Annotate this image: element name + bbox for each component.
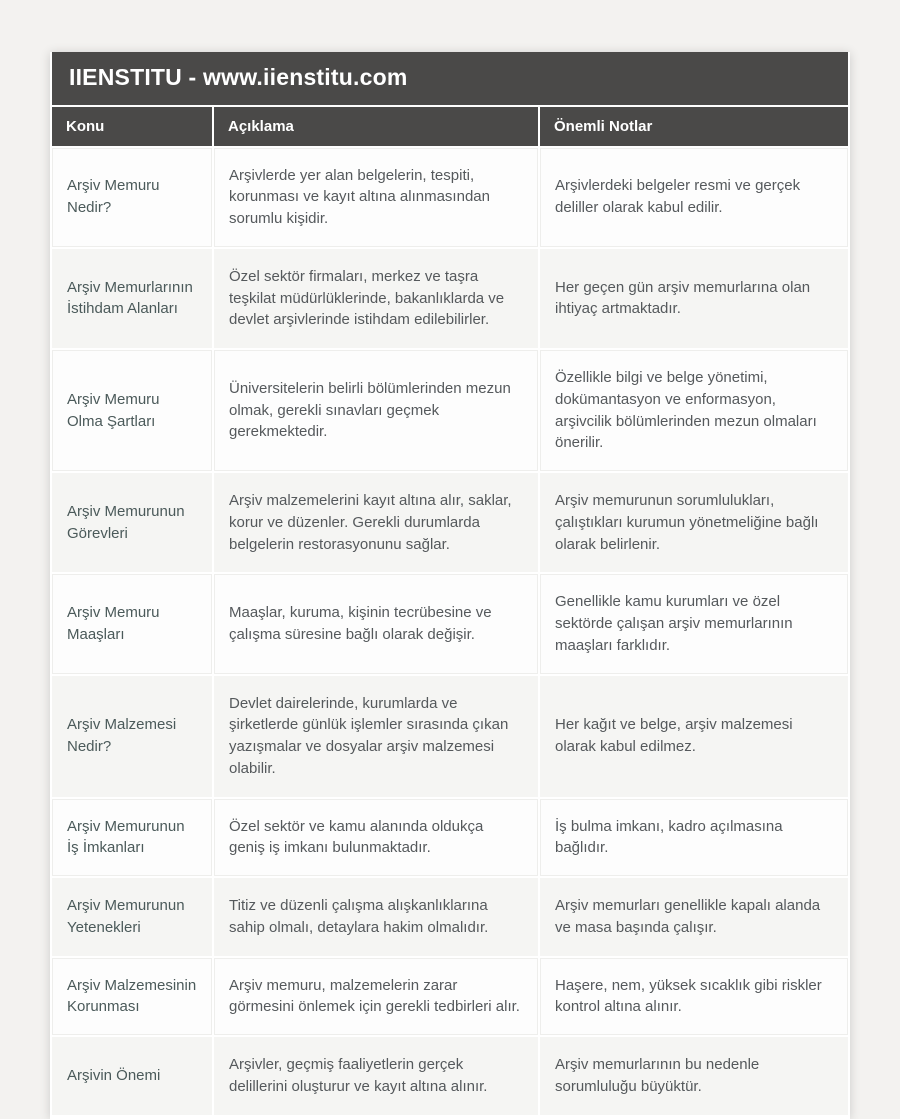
cell-notlar: Arşiv memurları genellikle kapalı alanda ve masa başında çalışır. — [540, 878, 848, 956]
cell-notlar: Genellikle kamu kurumları ve özel sektörde çalışan arşiv memurlarının maaşları farklıdır. — [540, 574, 848, 673]
cell-aciklama: Arşiv malzemelerini kayıt altına alır, saklar, korur ve düzenler. Gerekli durumlarda belgelerin restorasyonunu sağlar. — [214, 473, 538, 572]
cell-notlar: Arşivlerdeki belgeler resmi ve gerçek deliller olarak kabul edilir. — [540, 148, 848, 247]
table-row — [52, 574, 848, 673]
table-row — [52, 148, 848, 247]
column-header-onemli-notlar: Önemli Notlar — [540, 107, 848, 146]
cell-aciklama: Özel sektör firmaları, merkez ve taşra teşkilat müdürlüklerinde, bakanlıklarda ve devlet arşivlerinde istihdam edilebilirler. — [214, 249, 538, 348]
column-header-konu: Konu — [52, 107, 212, 146]
table-row — [52, 350, 848, 471]
cell-konu: Arşiv Memuru Olma Şartları — [52, 350, 212, 471]
cell-notlar: İş bulma imkanı, kadro açılmasına bağlıdır. — [540, 799, 848, 877]
cell-aciklama: Titiz ve düzenli çalışma alışkanlıklarına sahip olmalı, detaylara hakim olmalıdır. — [214, 878, 538, 956]
cell-konu: Arşiv Malzemesi Nedir? — [52, 676, 212, 797]
table-row — [52, 958, 848, 1036]
table-row — [52, 249, 848, 348]
cell-notlar: Arşiv memurunun sorumlulukları, çalıştıkları kurumun yönetmeliğine bağlı olarak belirlenir. — [540, 473, 848, 572]
table-row — [52, 799, 848, 877]
table-row — [52, 1037, 848, 1115]
cell-notlar: Arşiv memurlarının bu nedenle sorumluluğu büyüktür. — [540, 1037, 848, 1115]
cell-aciklama: Arşiv memuru, malzemelerin zarar görmesini önlemek için gerekli tedbirleri alır. — [214, 958, 538, 1036]
column-header-aciklama: Açıklama — [214, 107, 538, 146]
cell-konu: Arşivin Önemi — [52, 1037, 212, 1115]
cell-notlar: Özellikle bilgi ve belge yönetimi, dokümantasyon ve enformasyon, arşivcilik bölümlerinden mezun olmaları önerilir. — [540, 350, 848, 471]
cell-konu: Arşiv Memuru Nedir? — [52, 148, 212, 247]
cell-aciklama: Devlet dairelerinde, kurumlarda ve şirketlerde günlük işlemler sırasında çıkan yazışmalar ve dosyalar arşiv malzemesi olabilir. — [214, 676, 538, 797]
table-row — [52, 878, 848, 956]
cell-aciklama: Arşivler, geçmiş faaliyetlerin gerçek delillerini oluşturur ve kayıt altına alınır. — [214, 1037, 538, 1115]
info-table — [50, 105, 850, 1117]
cell-aciklama: Maaşlar, kuruma, kişinin tecrübesine ve çalışma süresine bağlı olarak değişir. — [214, 574, 538, 673]
cell-notlar: Her kağıt ve belge, arşiv malzemesi olarak kabul edilmez. — [540, 676, 848, 797]
table-body — [52, 148, 848, 1115]
cell-aciklama: Üniversitelerin belirli bölümlerinden mezun olmak, gerekli sınavları geçmek gerekmektedir. — [214, 350, 538, 471]
cell-konu: Arşiv Memurunun Görevleri — [52, 473, 212, 572]
cell-konu: Arşiv Malzemesinin Korunması — [52, 958, 212, 1036]
cell-notlar: Haşere, nem, yüksek sıcaklık gibi riskler kontrol altına alınır. — [540, 958, 848, 1036]
page-title: IIENSTITU - www.iienstitu.com — [52, 52, 848, 105]
cell-notlar: Her geçen gün arşiv memurlarına olan ihtiyaç artmaktadır. — [540, 249, 848, 348]
cell-konu: Arşiv Memurlarının İstihdam Alanları — [52, 249, 212, 348]
content-card — [50, 52, 850, 1119]
cell-aciklama: Arşivlerde yer alan belgelerin, tespiti, korunması ve kayıt altına alınmasından sorumlu kişidir. — [214, 148, 538, 247]
cell-konu: Arşiv Memurunun İş İmkanları — [52, 799, 212, 877]
cell-konu: Arşiv Memurunun Yetenekleri — [52, 878, 212, 956]
cell-konu: Arşiv Memuru Maaşları — [52, 574, 212, 673]
table-row — [52, 676, 848, 797]
cell-aciklama: Özel sektör ve kamu alanında oldukça geniş iş imkanı bulunmaktadır. — [214, 799, 538, 877]
table-row — [52, 473, 848, 572]
table-header-row — [52, 107, 848, 146]
